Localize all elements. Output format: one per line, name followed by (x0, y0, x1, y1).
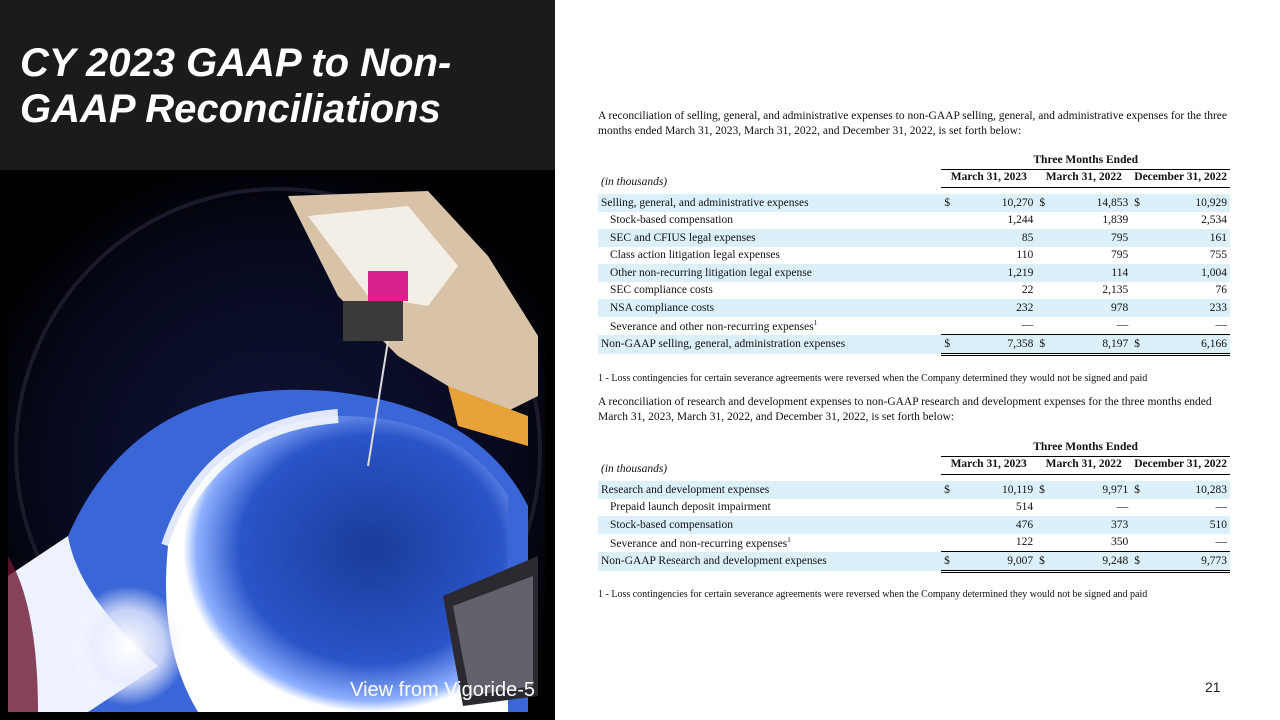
cell-value: 2,534 (1201, 214, 1227, 227)
cell-value: 10,270 (961, 194, 1036, 212)
rnd-reconciliation-table (598, 438, 1230, 573)
currency-sign (1131, 247, 1152, 265)
currency-sign (1036, 317, 1056, 335)
cell-value: 10,929 (1152, 194, 1230, 212)
row-label: Severance and non-recurring expenses$^1$ (610, 535, 791, 550)
currency-sign: $ (1131, 335, 1152, 355)
cell-value: 510 (1152, 516, 1230, 534)
table-row (598, 335, 1230, 355)
cell-value: 122 (1015, 536, 1034, 549)
row-label: Severance and other non-recurring expenses$^1$ (610, 318, 818, 333)
currency-sign (941, 317, 961, 335)
cell-value: 22 (1021, 284, 1034, 297)
column-header: March 31, 2023 (941, 169, 1036, 188)
cell-value: 161 (1152, 229, 1230, 247)
rnd-footnote: 1 - Loss contingencies for certain severance agreements were reversed when the Company determined they would not be signed and paid (598, 589, 1148, 600)
currency-sign (941, 212, 961, 230)
column-header: March 31, 2023 (941, 456, 1036, 475)
currency-sign (1131, 516, 1152, 534)
table-row (598, 247, 1230, 265)
cell-value: — (1215, 501, 1227, 514)
cell-value: — (1021, 319, 1034, 332)
cell-value: 1,839 (1102, 214, 1129, 227)
cell-value: 514 (1015, 501, 1034, 514)
currency-sign: $ (1036, 481, 1056, 499)
currency-sign (1036, 534, 1056, 552)
currency-sign: $ (1131, 552, 1152, 572)
currency-sign (941, 264, 961, 282)
cell-value: — (1116, 501, 1129, 514)
sga-intro: A reconciliation of selling, general, and administrative expenses to non-GAAP selling, general, and administrative expenses for the three months ended March 31, 2023, March 31, 2022, and December 31, 2022, is set forth below: (598, 110, 1228, 137)
earth-photo-graphic (8, 176, 545, 712)
column-header: December 31, 2022 (1131, 169, 1230, 188)
currency-sign (1131, 317, 1152, 335)
cell-value: 373 (1056, 516, 1131, 534)
cell-value: 110 (1016, 249, 1034, 262)
row-label: Non-GAAP Research and development expenses (598, 552, 941, 572)
column-header: March 31, 2022 (1036, 456, 1131, 475)
currency-sign (941, 282, 961, 300)
cell-value: 755 (1209, 249, 1227, 262)
row-label: Selling, general, and administrative expenses (598, 194, 941, 212)
table-row (598, 534, 1230, 552)
currency-sign: $ (1036, 335, 1056, 355)
slide-title: CY 2023 GAAP to Non-GAAP Reconciliations (20, 41, 452, 131)
photo-caption: View from Vigoride-5 (350, 679, 535, 701)
group-header: Three Months Ended (941, 151, 1230, 169)
cell-value: 2,135 (1102, 284, 1129, 297)
cell-value: 8,197 (1056, 335, 1131, 355)
currency-sign (1131, 212, 1152, 230)
currency-sign (1036, 264, 1056, 282)
rnd-intro: A reconciliation of research and development expenses to non-GAAP research and development expenses for the three months ended March 31, 2023, March 31, 2022, and December 31, 2022, is set forth below: (598, 396, 1212, 423)
currency-sign (1131, 282, 1152, 300)
row-label: Other non-recurring litigation legal expense (598, 264, 941, 282)
page-number: 21 (1205, 679, 1221, 695)
table-row (598, 481, 1230, 499)
cell-value: 350 (1110, 536, 1129, 549)
cell-value: — (1116, 319, 1129, 332)
cell-value: — (1215, 319, 1227, 332)
table-row (598, 552, 1230, 572)
table-row (598, 194, 1230, 212)
cell-value: 9,971 (1056, 481, 1131, 499)
currency-sign (1036, 212, 1056, 230)
row-label: Class action litigation legal expenses (610, 249, 780, 262)
cell-value: 1,004 (1152, 264, 1230, 282)
cell-value: 1,219 (961, 264, 1036, 282)
cell-value: 85 (961, 229, 1036, 247)
currency-sign: $ (1131, 194, 1152, 212)
table-row (598, 317, 1230, 335)
cell-value: 978 (1056, 299, 1131, 317)
currency-sign (1131, 229, 1152, 247)
row-label: NSA compliance costs (598, 299, 941, 317)
currency-sign (1131, 534, 1152, 552)
currency-sign (1036, 282, 1056, 300)
currency-sign (941, 499, 961, 517)
row-label: Non-GAAP selling, general, administration expenses (598, 335, 941, 355)
row-label: SEC compliance costs (610, 284, 713, 297)
currency-sign (941, 534, 961, 552)
currency-sign (1036, 516, 1056, 534)
currency-sign: $ (941, 335, 961, 355)
currency-sign: $ (1036, 552, 1056, 572)
table-header-row (598, 169, 1230, 188)
cell-value: 7,358 (961, 335, 1036, 355)
cell-value: 476 (961, 516, 1036, 534)
currency-sign (941, 299, 961, 317)
currency-sign: $ (941, 194, 961, 212)
table-header-row (598, 456, 1230, 475)
currency-sign (941, 229, 961, 247)
table-row (598, 299, 1230, 317)
group-header: Three Months Ended (941, 438, 1230, 456)
currency-sign: $ (1131, 481, 1152, 499)
cell-value: — (1215, 536, 1227, 549)
currency-sign (1036, 229, 1056, 247)
currency-sign (1131, 499, 1152, 517)
table-header-row (598, 438, 1230, 456)
currency-sign (1036, 299, 1056, 317)
cell-value: 76 (1215, 284, 1227, 297)
currency-sign (941, 247, 961, 265)
row-label: Research and development expenses (598, 481, 941, 499)
currency-sign (1036, 247, 1056, 265)
column-header: March 31, 2022 (1036, 169, 1131, 188)
cell-value: 795 (1056, 229, 1131, 247)
cell-value: 9,248 (1056, 552, 1131, 572)
table-header-row (598, 151, 1230, 169)
cell-value: 1,244 (1007, 214, 1034, 227)
sga-reconciliation-table (598, 151, 1230, 356)
row-label: Prepaid launch deposit impairment (610, 501, 771, 514)
table-row (598, 212, 1230, 230)
table-row (598, 282, 1230, 300)
currency-sign (1131, 299, 1152, 317)
cell-value: 233 (1152, 299, 1230, 317)
column-header: December 31, 2022 (1131, 456, 1230, 475)
currency-sign (1131, 264, 1152, 282)
unit-label: (in thousands) (601, 462, 668, 475)
row-label: Stock-based compensation (598, 516, 941, 534)
currency-sign (1036, 499, 1056, 517)
table-row (598, 264, 1230, 282)
cell-value: 14,853 (1056, 194, 1131, 212)
table-row (598, 516, 1230, 534)
currency-sign (941, 516, 961, 534)
row-label: SEC and CFIUS legal expenses (598, 229, 941, 247)
left-panel (0, 0, 555, 720)
cell-value: 10,283 (1152, 481, 1230, 499)
cell-value: 10,119 (961, 481, 1036, 499)
row-label: Stock-based compensation (610, 214, 733, 227)
cell-value: 795 (1111, 249, 1129, 262)
table-row (598, 229, 1230, 247)
earth-photo (8, 176, 545, 712)
sga-footnote: 1 - Loss contingencies for certain severance agreements were reversed when the Company determined they would not be signed and paid (598, 373, 1148, 384)
cell-value: 9,007 (961, 552, 1036, 572)
currency-sign: $ (941, 552, 961, 572)
cell-value: 6,166 (1152, 335, 1230, 355)
currency-sign: $ (941, 481, 961, 499)
cell-value: 232 (961, 299, 1036, 317)
cell-value: 9,773 (1152, 552, 1230, 572)
cell-value: 114 (1056, 264, 1131, 282)
table-row (598, 499, 1230, 517)
unit-label: (in thousands) (601, 175, 668, 188)
currency-sign: $ (1036, 194, 1056, 212)
